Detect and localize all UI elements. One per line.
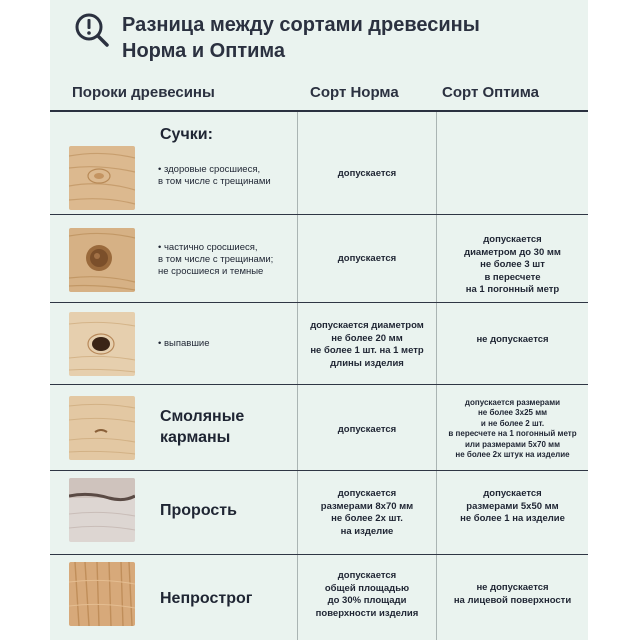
header-defects: Пороки древесины	[72, 84, 215, 101]
column-divider	[297, 112, 298, 640]
cell-norma-resin-pockets: допускается	[337, 424, 397, 435]
row-divider	[50, 384, 588, 385]
column-divider	[436, 112, 437, 640]
row-divider	[50, 470, 588, 471]
cell-norma-partial-knots: допускается	[337, 253, 397, 264]
row-label-partial-knots: • частично сросшиеся, в том числе с трещинами; не сросшиеся и темные	[158, 242, 274, 277]
row-label-unplaned: Непрострог	[160, 590, 253, 607]
row-label-healthy-knots: • здоровые сросшиеся, в том числе с трещинами	[158, 164, 271, 187]
wood-sample-ingrown-bark	[69, 478, 135, 542]
cell-norma-unplaned: допускается общей площадью до 30% площади поверхности изделия	[315, 570, 419, 619]
cell-norma-fallen-knots: допускается диаметром не более 20 мм не более 1 шт. на 1 метр длины изделия	[310, 320, 424, 369]
cell-optima-partial-knots: допускается диаметром до 30 мм не более 3 шт в пересчете на 1 погонный метр	[464, 234, 561, 295]
title-line-2: Норма и Оптима	[122, 40, 286, 62]
title-block	[50, 6, 588, 76]
info-magnifier-icon	[74, 12, 110, 48]
wood-sample-healthy-knot	[69, 146, 135, 210]
row-divider	[50, 214, 588, 215]
wood-sample-unplaned	[69, 562, 135, 626]
cell-norma-ingrown-bark: допускается размерами 8х70 мм не более 2х шт. на изделие	[320, 488, 414, 537]
table-header	[50, 80, 588, 108]
wood-sample-partial-knot	[69, 228, 135, 292]
row-label-fallen-knots: • выпавшие	[158, 338, 210, 349]
row-divider	[50, 554, 588, 555]
cell-optima-resin-pockets: допускается размерами не более 3х25 мм и не более 2 шт. в пересчете на 1 погонный метр или размерами 5х70 мм не более 2х штук на изделие	[448, 398, 577, 460]
knots-heading: Сучки:	[160, 126, 213, 143]
header-norma: Сорт Норма	[310, 84, 399, 101]
row-divider	[50, 302, 588, 303]
title-line-1: Разница между сортами древесины	[122, 14, 480, 36]
cell-optima-ingrown-bark: допускается размерами 5х50 мм не более 1 на изделие	[460, 488, 565, 524]
row-label-ingrown-bark: Прорость	[160, 502, 237, 519]
wood-sample-resin-pocket	[69, 396, 135, 460]
wood-sample-fallen-knot	[69, 312, 135, 376]
header-divider	[50, 110, 588, 112]
page-title	[122, 12, 582, 64]
header-optima: Сорт Оптима	[442, 84, 540, 101]
info-card	[50, 0, 588, 640]
cell-optima-fallen-knots: не допускается	[476, 334, 549, 345]
row-label-resin-pockets: Смоляные карманы	[160, 408, 245, 446]
cell-optima-unplaned: не допускается на лицевой поверхности	[453, 582, 572, 606]
cell-norma-healthy-knots: допускается	[337, 168, 397, 179]
